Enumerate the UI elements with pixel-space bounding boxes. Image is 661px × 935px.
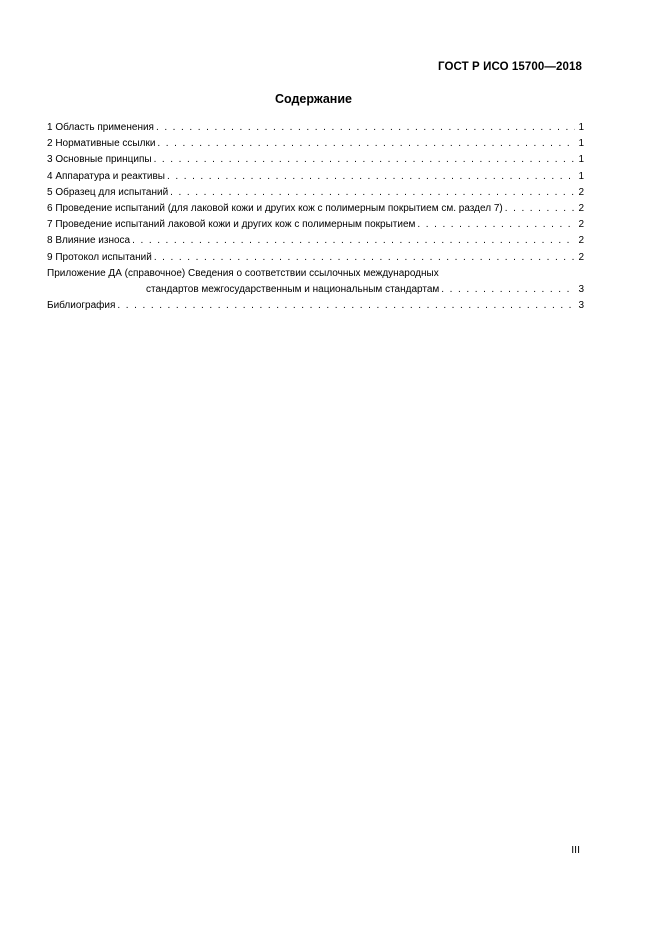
- toc-entry-label: 1 Область применения: [47, 122, 154, 133]
- toc-leader-dots: [157, 136, 575, 152]
- toc-entry-label: Библиография: [47, 300, 116, 312]
- toc-entry-appendix-da[interactable]: [47, 266, 584, 298]
- toc-entry-page: 1: [578, 154, 584, 166]
- toc-appendix-label-line1: Приложение ДА (справочное) Сведения о соответствии ссылочных международных: [47, 267, 439, 279]
- toc-entry-page: 2: [578, 203, 584, 215]
- toc-entry-page: 1: [578, 122, 584, 133]
- toc-leader-dots: [505, 201, 576, 217]
- toc-appendix-label-line2: стандартов межгосударственным и национальным стандартам: [146, 284, 440, 296]
- toc-leader-dots: [156, 120, 575, 136]
- toc-entry-procedure-coated-leather[interactable]: [47, 217, 584, 233]
- toc-leader-dots: [154, 152, 576, 168]
- toc-entry-label: 5 Образец для испытаний: [47, 186, 169, 198]
- toc-entry-label: 8 Влияние износа: [47, 235, 131, 247]
- toc-leader-dots: [132, 233, 575, 249]
- toc-entry-page: 2: [578, 251, 584, 263]
- toc-entry-normative-references[interactable]: [47, 136, 584, 152]
- document-code: ГОСТ Р ИСО 15700—2018: [437, 61, 582, 73]
- toc-leader-dots: [167, 169, 575, 185]
- toc-entry-wear-effect[interactable]: [47, 233, 584, 249]
- toc-entry-procedure[interactable]: [47, 201, 584, 217]
- toc-leader-dots: [154, 250, 576, 266]
- toc-entry-test-specimen[interactable]: [47, 185, 584, 201]
- toc-title: Содержание: [274, 92, 352, 106]
- toc-entry-label: 4 Аппаратура и реактивы: [47, 170, 165, 182]
- toc-leader-dots: [117, 298, 575, 314]
- toc-entry-test-report[interactable]: [47, 250, 584, 266]
- toc-entry-page: 2: [578, 219, 584, 231]
- toc-entry-apparatus[interactable]: [47, 169, 584, 185]
- toc-entry-page: 2: [578, 186, 584, 198]
- toc-leader-dots: [417, 217, 575, 233]
- toc-entry-label: 3 Основные принципы: [47, 154, 152, 166]
- toc-entry-bibliography[interactable]: [47, 298, 584, 314]
- toc-entry-label: 9 Протокол испытаний: [47, 251, 152, 263]
- toc-leader-dots: [441, 282, 575, 298]
- toc-entry-page: 3: [578, 284, 584, 296]
- toc-entry-label: 6 Проведение испытаний (для лаковой кожи и других кож с полимерным покрытием см. раздел 7): [47, 203, 503, 215]
- page-number: III: [571, 844, 580, 856]
- toc-entry-label: 7 Проведение испытаний лаковой кожи и других кож с полимерным покрытием: [47, 219, 416, 231]
- toc-entry-page: 1: [578, 170, 584, 182]
- toc-leader-dots: [170, 185, 575, 201]
- toc-entry-label: 2 Нормативные ссылки: [47, 138, 156, 150]
- table-of-contents: [47, 120, 584, 314]
- toc-entry-page: 1: [578, 138, 584, 150]
- toc-appendix-line2: [47, 282, 584, 298]
- toc-entry-principles[interactable]: [47, 152, 584, 168]
- toc-entry-page: 3: [578, 300, 584, 312]
- toc-entry-page: 2: [578, 235, 584, 247]
- toc-entry-scope[interactable]: [47, 120, 584, 136]
